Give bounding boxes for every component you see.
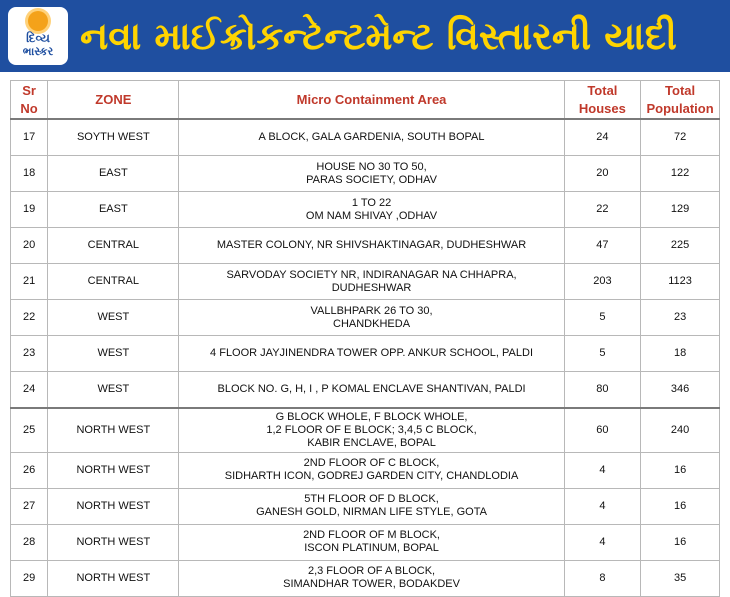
- cell-total-houses-text: 22: [596, 203, 609, 215]
- cell-zone: [48, 524, 179, 560]
- cell-zone: [48, 192, 179, 228]
- cell-zone: [48, 336, 179, 372]
- cell-sr-no: [11, 192, 48, 228]
- cell-area-text: KABIR ENCLAVE, BOPAL: [307, 436, 436, 449]
- cell-area: [179, 560, 564, 596]
- table-row: [11, 264, 720, 300]
- cell-area-text: 1 TO 22: [351, 196, 392, 209]
- table-row: [11, 228, 720, 264]
- cell-total-population: [641, 192, 720, 228]
- cell-zone-text: NORTH WEST: [76, 423, 151, 436]
- cell-zone: [48, 372, 179, 409]
- cell-zone: [48, 300, 179, 336]
- cell-total-houses: [564, 264, 641, 300]
- logo-brand-bottom: ભાસ્કર: [22, 46, 54, 58]
- cell-sr-no: [11, 336, 48, 372]
- cell-area: [179, 452, 564, 488]
- cell-area-text: BLOCK NO. G, H, I , P KOMAL ENCLAVE SHANTIVAN, PALDI: [217, 383, 526, 395]
- table-row: [11, 524, 720, 560]
- cell-area-text: OM NAM SHIVAY ,ODHAV: [305, 209, 438, 222]
- cell-total-houses-text: 4: [599, 463, 606, 476]
- cell-total-population: [641, 119, 720, 156]
- cell-area: [179, 192, 564, 228]
- cell-area-text: SIMANDHAR TOWER, BODAKDEV: [283, 578, 460, 590]
- table-row: [11, 452, 720, 488]
- cell-total-houses: [564, 560, 641, 596]
- cell-sr-no: [11, 560, 48, 596]
- cell-area-text: DUDHESHWAR: [331, 281, 412, 294]
- cell-sr-no: [11, 488, 48, 524]
- cell-total-population: [641, 408, 720, 452]
- cell-total-population-text: 16: [673, 499, 687, 512]
- table-row: [11, 488, 720, 524]
- cell-area-text: G BLOCK WHOLE, F BLOCK WHOLE,: [275, 410, 468, 423]
- cell-sr-no-text: 19: [22, 203, 36, 215]
- header-banner: [0, 0, 730, 72]
- table-row: [11, 300, 720, 336]
- cell-sr-no-text: 29: [22, 571, 36, 584]
- cell-sr-no-text: 20: [22, 239, 36, 251]
- cell-area-text: HOUSE NO 30 TO 50,: [316, 160, 427, 173]
- cell-zone: [48, 156, 179, 192]
- cell-area: [179, 119, 564, 156]
- cell-area-text: 2ND FLOOR OF C BLOCK,: [303, 457, 440, 469]
- cell-area-text: VALLBHPARK 26 TO 30,: [310, 304, 433, 317]
- containment-table: [10, 80, 720, 597]
- cell-total-population-text: 16: [673, 463, 687, 476]
- cell-area-text: 5TH FLOOR OF D BLOCK,: [304, 493, 439, 505]
- cell-area-text: ISCON PLATINUM, BOPAL: [304, 542, 439, 554]
- cell-sr-no-text: 23: [22, 347, 36, 359]
- cell-total-population-text: 346: [670, 383, 690, 395]
- cell-zone: [48, 119, 179, 156]
- cell-sr-no: [11, 156, 48, 192]
- cell-total-population: [641, 372, 720, 409]
- cell-zone-text: WEST: [97, 347, 130, 359]
- table-row: [11, 156, 720, 192]
- cell-total-population-text: 240: [670, 423, 690, 436]
- cell-zone-text: WEST: [97, 311, 130, 323]
- cell-total-population: [641, 524, 720, 560]
- cell-sr-no: [11, 372, 48, 409]
- cell-area-text: GANESH GOLD, NIRMAN LIFE STYLE, GOTA: [256, 506, 487, 518]
- cell-total-population-text: 16: [673, 535, 687, 548]
- cell-zone: [48, 228, 179, 264]
- cell-zone-text: CENTRAL: [87, 275, 139, 287]
- cell-area: [179, 156, 564, 192]
- cell-area: [179, 336, 564, 372]
- cell-total-population-text: 23: [673, 311, 687, 323]
- cell-total-houses-text: 60: [596, 423, 609, 436]
- cell-zone-text: CENTRAL: [87, 239, 139, 251]
- cell-total-houses: [564, 300, 641, 336]
- cell-total-houses-text: 24: [596, 131, 609, 143]
- cell-sr-no-text: 18: [22, 167, 36, 179]
- cell-total-houses-text: 5: [599, 311, 606, 323]
- cell-area-text: 2,3 FLOOR OF A BLOCK,: [307, 565, 436, 577]
- cell-zone: [48, 488, 179, 524]
- cell-sr-no-text: 24: [22, 383, 36, 395]
- cell-sr-no: [11, 300, 48, 336]
- cell-total-population: [641, 452, 720, 488]
- cell-total-houses: [564, 192, 641, 228]
- cell-total-population-text: 72: [673, 131, 687, 143]
- cell-sr-no-text: 17: [22, 131, 36, 143]
- cell-total-houses: [564, 372, 641, 409]
- cell-zone: [48, 264, 179, 300]
- cell-zone-text: EAST: [98, 167, 128, 179]
- cell-total-population: [641, 156, 720, 192]
- table-row: [11, 192, 720, 228]
- cell-zone: [48, 560, 179, 596]
- cell-zone: [48, 408, 179, 452]
- cell-area: [179, 228, 564, 264]
- cell-sr-no-text: 28: [22, 535, 36, 548]
- cell-sr-no-text: 22: [22, 311, 36, 323]
- cell-area: [179, 372, 564, 409]
- cell-sr-no: [11, 264, 48, 300]
- cell-zone: [48, 452, 179, 488]
- cell-total-population: [641, 264, 720, 300]
- cell-area-text: SIDHARTH ICON, GODREJ GARDEN CITY, CHANDLODIA: [224, 470, 519, 482]
- header-total-population: Total Population: [641, 81, 720, 120]
- cell-total-houses: [564, 336, 641, 372]
- cell-total-houses-text: 47: [596, 239, 609, 251]
- logo-brand-top: દિવ્ય: [26, 31, 50, 45]
- header-zone: ZONE: [48, 81, 179, 120]
- cell-zone-text: NORTH WEST: [76, 499, 151, 512]
- header-total-houses: Total Houses: [564, 81, 641, 120]
- cell-area-text: 4 FLOOR JAYJINENDRA TOWER OPP. ANKUR SCHOOL, PALDI: [210, 347, 533, 359]
- cell-area-text: 1,2 FLOOR OF E BLOCK; 3,4,5 C BLOCK,: [266, 423, 477, 436]
- cell-total-population-text: 1123: [668, 275, 692, 287]
- cell-total-houses: [564, 119, 641, 156]
- cell-total-houses-text: 203: [593, 275, 612, 287]
- cell-zone-text: NORTH WEST: [76, 571, 151, 584]
- cell-area: [179, 300, 564, 336]
- cell-sr-no-text: 25: [22, 423, 36, 436]
- cell-total-population: [641, 300, 720, 336]
- header-sr-no: Sr No: [11, 81, 48, 120]
- cell-total-population-text: 35: [673, 571, 687, 584]
- cell-total-houses-text: 4: [599, 499, 606, 512]
- cell-zone-text: NORTH WEST: [76, 535, 151, 548]
- cell-total-houses: [564, 488, 641, 524]
- cell-sr-no: [11, 119, 48, 156]
- cell-total-population-text: 225: [670, 239, 690, 251]
- cell-total-houses-text: 5: [599, 347, 606, 359]
- cell-sr-no: [11, 524, 48, 560]
- cell-area: [179, 408, 564, 452]
- cell-total-houses: [564, 452, 641, 488]
- table-row: [11, 560, 720, 596]
- cell-total-houses-text: 8: [599, 571, 606, 584]
- cell-area-text: MASTER COLONY, NR SHIVSHAKTINAGAR, DUDHESHWAR: [216, 239, 527, 251]
- header-area: Micro Containment Area: [179, 81, 564, 120]
- cell-total-houses: [564, 524, 641, 560]
- cell-total-population-text: 122: [670, 167, 690, 179]
- cell-total-houses-text: 80: [596, 383, 609, 395]
- page-title: નવા માઈક્રોકન્ટેન્ટમેન્ટ વિસ્તારની યાદી: [80, 14, 677, 58]
- cell-total-population-text: 18: [673, 347, 687, 359]
- table-row: [11, 119, 720, 156]
- cell-area: [179, 524, 564, 560]
- cell-sr-no-text: 27: [22, 499, 36, 512]
- table-row: [11, 372, 720, 409]
- divya-bhaskar-logo: [8, 7, 68, 65]
- cell-total-houses-text: 20: [596, 167, 609, 179]
- cell-area-text: CHANDKHEDA: [333, 317, 411, 330]
- cell-zone-text: NORTH WEST: [76, 463, 151, 476]
- cell-total-population: [641, 228, 720, 264]
- cell-area-text: 2ND FLOOR OF M BLOCK,: [303, 529, 440, 541]
- cell-area-text: PARAS SOCIETY, ODHAV: [306, 173, 437, 186]
- cell-total-population: [641, 488, 720, 524]
- cell-area-text: A BLOCK, GALA GARDENIA, SOUTH BOPAL: [258, 131, 485, 143]
- cell-sr-no: [11, 228, 48, 264]
- cell-total-population: [641, 560, 720, 596]
- cell-area: [179, 264, 564, 300]
- cell-total-population-text: 129: [670, 203, 690, 215]
- cell-area: [179, 488, 564, 524]
- cell-total-houses: [564, 228, 641, 264]
- table-row: [11, 408, 720, 452]
- cell-sr-no: [11, 408, 48, 452]
- sun-icon: [28, 11, 48, 31]
- cell-zone-text: WEST: [97, 383, 130, 395]
- cell-total-population: [641, 336, 720, 372]
- table-header-row: [11, 81, 720, 120]
- cell-total-houses: [564, 408, 641, 452]
- cell-total-houses-text: 4: [599, 535, 606, 548]
- cell-sr-no-text: 26: [22, 463, 36, 476]
- cell-sr-no: [11, 452, 48, 488]
- table-row: [11, 336, 720, 372]
- cell-zone-text: SOYTH WEST: [76, 131, 150, 143]
- cell-zone-text: EAST: [98, 203, 128, 215]
- cell-total-houses: [564, 156, 641, 192]
- cell-sr-no-text: 21: [22, 275, 36, 287]
- cell-area-text: SARVODAY SOCIETY NR, INDIRANAGAR NA CHHAPRA,: [226, 268, 517, 281]
